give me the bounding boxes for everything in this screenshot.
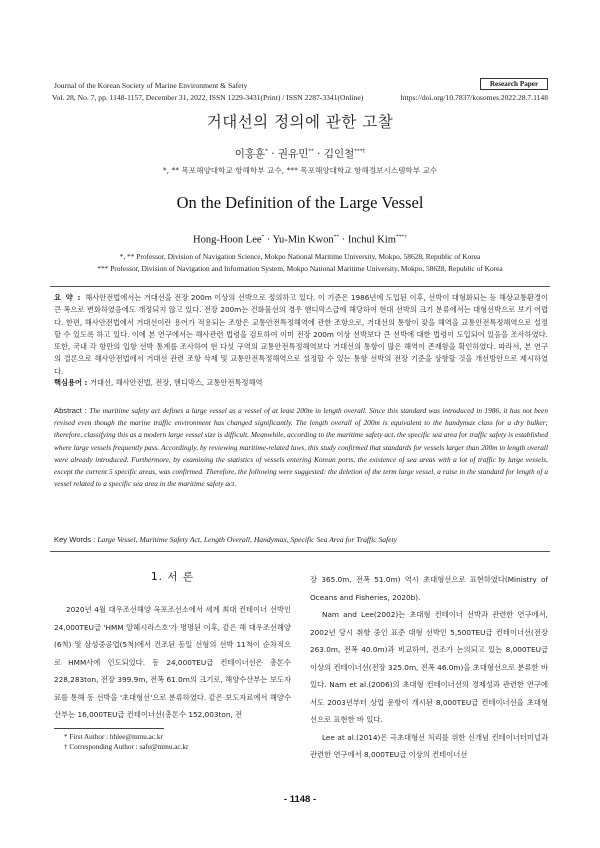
korean-authors xyxy=(0,146,600,161)
page-number: - 1148 - xyxy=(283,794,317,805)
footnote-rule xyxy=(54,728,164,729)
korean-abstract-text: 해사안전법에서는 거대선을 전장 200m 이상의 선박으로 정의하고 있다. 이 기준은 1986년에 도입된 이후, 선박이 대형화되는 등 해상교통환경이 큰 폭으로 변화하였음에도 개정되지 않고 있다. 전장 200m는 건화물선의 경우 핸디막스급에 해당하여 현대 선박의 크기 분류에서는 대형선박으로 보기 어렵다. 한편, 해사안전법에서 거대선이란 용어가 적용되는 조항은 교통안전특정해역에 관한 조항으로, 거대선의 통항이 잦을 해역을 교통안전특정해역으로 설정할 수 있도록 하고 있다. 이에 본 연구에서는 해사관련 법령을 검토하여 이미 전장 200m 이상 선박보다 큰 선박에 대한 법령이 도입되어 있음을 조사하였다. 또한, 국내 각 항만의 입항 선박 통계를 조사하여 현 다섯 구역의 교통안전특정해역보다 거대선의 통항이 많은 해역이 존재함을 확인하였다. 따라서, 본 연구의 결론으로 해사안전법에서 거대선 관련 조항 삭제 및 교통안전특정해역으로 설정할 수 있는 통항 선박의 전장 기준을 상향할 것을 개선방안으로 제시하였다. xyxy=(54,293,548,376)
body-paragraph: 2020년 4월 대우조선해양 옥포조선소에서 세계 최대 컨테이너 선박인 24,000TEU급 'HMM 알헤시라스호'가 명명된 이후, 같은 해 대우조선해양(6척) 및 삼성중공업(5척)에서 건조된 동일 선형의 선박 11척이 순차적으로 HMM사에 인도되었다. 동 24,000TEU급 컨테이너선은 총톤수 228,283ton, 전장 399.9m, 전폭 61.0m의 크기로, 해양수산부는 보도자료를 통해 동 선박을 '초대형선'으로 분류하였다. 같은 보도자료에서 해양수산부는 16,000TEU급 컨테이너선(총톤수 152,003ton, 전 xyxy=(54,605,291,719)
doi-link[interactable]: https://doi.org/10.7837/kosomes.2022.28.7.1148 xyxy=(400,93,548,102)
english-author-2-mark: ** xyxy=(333,234,340,240)
english-abstract-label: Abstract : xyxy=(54,406,90,415)
author-separator: · xyxy=(264,234,273,246)
author-separator: · xyxy=(339,234,348,246)
english-keywords xyxy=(54,535,397,544)
korean-abstract-label: 요 약 : xyxy=(54,293,86,302)
korean-author-3-mark: ***† xyxy=(354,148,366,155)
korean-keywords-label: 핵심용어 : xyxy=(54,378,90,387)
korean-keywords xyxy=(54,378,262,388)
english-keywords-label: Key Words : xyxy=(54,535,98,544)
english-affiliation-2: *** Professor, Division of Navigation and Information System, Mokpo National Maritime University, Mokpo, 58628, Republic of Korea xyxy=(97,264,503,273)
english-keywords-text: Large Vessel, Maritime Safety Act, Length Overall, Handymax, Specific Sea Area for Traffic Safety xyxy=(97,535,398,544)
english-author-3-mark: ***† xyxy=(395,234,407,240)
korean-title: 거대선의 정의에 관한 고찰 xyxy=(206,113,394,131)
korean-abstract xyxy=(54,292,548,378)
author-separator: · xyxy=(267,148,278,160)
journal-name: Journal of the Korean Society of Marine Environment & Safety xyxy=(54,81,248,90)
footnote-corresponding-author: † Corresponding Author : safe@mmu.ac.kr xyxy=(64,743,189,751)
korean-author-1-mark: * xyxy=(265,148,268,155)
footnote-first-author: * First Author : hhlee@mmu.ac.kr xyxy=(64,733,163,741)
body-column-left xyxy=(54,601,291,724)
body-paragraph: 장 365.0m, 전폭 51.0m) 역시 초대형선으로 표현하였다(Ministry of Oceans and Fisheries, 2020b). xyxy=(310,575,548,602)
author-separator: · xyxy=(313,148,324,160)
english-abstract-text: The maritime safety act defines a large vessel as a vessel of at least 200m in length overall. Since this standard was introduced in 1986, it has not been revised even though the marine traffic environment has changed significantly. The length overall of 200m is equivalent to the handymax class for a dry bulker; therefore, classifying this as a modern large vessel size is difficult. Meanwhile, according to the maritime safety act, the specific sea area for traffic safety is established where large vessels frequently pass. Accordingly, by reviewing maritime-related laws, this study confirmed that standards for vessels larger than 200m in length overall were already introduced. Furthermore, by examining the statistics of vessels entering Korean ports, the existence of sea areas with a lot of traffic by large vessels, except the current 5 specific areas, was confirmed. Therefore, the following were suggested: the deletion of the term large vessel, a raise in the standard for length of a vessel related to a specific sea area in the maritime safety act. xyxy=(54,406,548,489)
english-author-2: Yu-Min Kwon xyxy=(272,234,334,246)
english-affiliation-1: *, ** Professor, Division of Navigation Science, Mokpo National Maritime University, Mokpo, 58628, Republic of Korea xyxy=(119,252,481,261)
citation-line xyxy=(52,93,548,102)
research-paper-badge: Research Paper xyxy=(480,78,548,90)
abstract-top-rule xyxy=(50,286,550,287)
korean-author-1: 이홍훈 xyxy=(234,148,266,160)
citation: Vol. 28, No. 7, pp. 1148-1157, December 31, 2022, ISSN 1229-3431(Print) / ISSN 2287-3341(Online) xyxy=(52,93,364,102)
english-author-3: Inchul Kim xyxy=(347,234,396,246)
korean-author-3: 김인철 xyxy=(323,148,355,160)
body-column-right xyxy=(310,571,548,764)
korean-affiliation: *, ** 목포해양대학교 항해학부 교수, *** 목포해양대학교 항해정보시스템학부 교수 xyxy=(162,166,438,175)
abstract-bottom-rule xyxy=(50,551,550,552)
english-author-1: Hong-Hoon Lee xyxy=(193,234,262,246)
body-paragraph: Nam and Lee(2002)는 초대형 컨테이너 선박과 관련한 연구에서, 2002년 당시 취항 중인 표준 대형 선박인 5,500TEU급 컨테이너선(전장 263.0m, 전폭 40.0m)과 비교하여, 건조가 논의되고 있는 8,000TEU급 이상의 컨테이너선(전장 325.0m, 전폭 46.0m)을 초대형선으로 분류한 바 있다. Nam et al.(2006)의 초대형 컨테이너선의 경제성과 관련한 연구에서도 2003년부터 상업 운항이 개시된 8,000TEU급 컨테이너선을 초대형선으로 표현한 바 있다. xyxy=(310,610,548,724)
english-abstract xyxy=(54,405,548,490)
english-author-1-mark: * xyxy=(261,234,265,240)
korean-author-2-mark: ** xyxy=(308,148,314,155)
korean-keywords-text: 거대선, 해사안전법, 전장, 핸디막스, 교통안전특정해역 xyxy=(89,378,263,387)
section-title-introduction: 1. 서 론 xyxy=(151,571,194,583)
korean-author-2: 권유민 xyxy=(277,148,309,160)
english-title: On the Definition of the Large Vessel xyxy=(176,193,424,212)
english-authors xyxy=(0,234,600,246)
body-paragraph: Lee at al.(2014)은 극초대형선 처리를 위한 신개념 컨테이너터미널과 관련한 연구에서 8,000TEU급 이상의 컨테이너선 xyxy=(310,732,548,759)
